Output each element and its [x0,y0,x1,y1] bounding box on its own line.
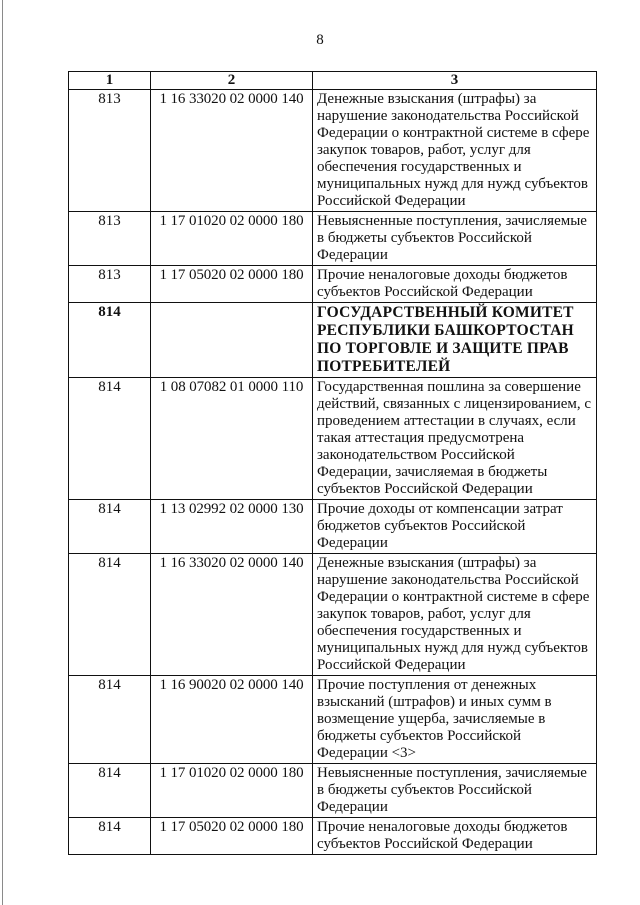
admin-code-cell: 814 [69,303,151,378]
revenue-code-cell: 1 16 90020 02 0000 140 [151,676,313,764]
revenue-code-cell [151,303,313,378]
revenue-code-cell: 1 17 01020 02 0000 180 [151,764,313,818]
column-header-2: 2 [151,72,313,90]
column-header-3: 3 [313,72,597,90]
table-row [69,764,597,818]
description-cell: Прочие неналоговые доходы бюджетов субъектов Российской Федерации [313,818,597,855]
description-cell: Денежные взыскания (штрафы) за нарушение законодательства Российской Федерации о контрактной системе в сфере закупок товаров, работ, услуг для обеспечения государственных и муниципальных нужд для нужд субъектов Российской Федерации [313,90,597,212]
description-cell: Прочие доходы от компенсации затрат бюджетов субъектов Российской Федерации [313,500,597,554]
description-cell: Невыясненные поступления, зачисляемые в бюджеты субъектов Российской Федерации [313,212,597,266]
admin-code-cell: 814 [69,378,151,500]
description-cell: Прочие неналоговые доходы бюджетов субъектов Российской Федерации [313,266,597,303]
admin-code-cell: 813 [69,90,151,212]
revenue-code-cell: 1 17 01020 02 0000 180 [151,212,313,266]
admin-code-cell: 813 [69,212,151,266]
revenue-code-cell: 1 17 05020 02 0000 180 [151,266,313,303]
revenue-code-cell: 1 17 05020 02 0000 180 [151,818,313,855]
admin-code-cell: 814 [69,818,151,855]
table-row [69,378,597,500]
description-cell: Денежные взыскания (штрафы) за нарушение законодательства Российской Федерации о контрактной системе в сфере закупок товаров, работ, услуг для обеспечения государственных и муниципальных нужд для нужд субъектов Российской Федерации [313,554,597,676]
page-number: 8 [316,32,324,48]
table-header-row [69,72,597,90]
description-cell: Государственная пошлина за совершение действий, связанных с лицензированием, с проведением аттестации в случаях, если такая аттестация предусмотрена законодательством Российской Федерации, зачисляемая в бюджеты субъектов Российской Федерации [313,378,597,500]
section-title-cell: ГОСУДАРСТВЕННЫЙ КОМИТЕТ РЕСПУБЛИКИ БАШКОРТОСТАН ПО ТОРГОВЛЕ И ЗАЩИТЕ ПРАВ ПОТРЕБИТЕЛЕЙ [313,303,597,378]
admin-code-cell: 813 [69,266,151,303]
table-row [69,266,597,303]
section-heading-row [69,303,597,378]
description-cell: Прочие поступления от денежных взысканий (штрафов) и иных сумм в возмещение ущерба, зачисляемые в бюджеты субъектов Российской Федерации <3> [313,676,597,764]
revenue-code-cell: 1 16 33020 02 0000 140 [151,90,313,212]
description-cell: Невыясненные поступления, зачисляемые в бюджеты субъектов Российской Федерации [313,764,597,818]
column-header-1: 1 [69,72,151,90]
table-row [69,500,597,554]
admin-code-cell: 814 [69,500,151,554]
admin-code-cell: 814 [69,764,151,818]
page-edge-line [2,0,3,905]
table-row [69,676,597,764]
admin-code-cell: 814 [69,676,151,764]
admin-code-cell: 814 [69,554,151,676]
table-row [69,212,597,266]
table-row [69,90,597,212]
revenue-code-cell: 1 13 02992 02 0000 130 [151,500,313,554]
table-row [69,818,597,855]
revenue-code-cell: 1 16 33020 02 0000 140 [151,554,313,676]
table-row [69,554,597,676]
budget-revenue-table [68,71,597,855]
revenue-code-cell: 1 08 07082 01 0000 110 [151,378,313,500]
